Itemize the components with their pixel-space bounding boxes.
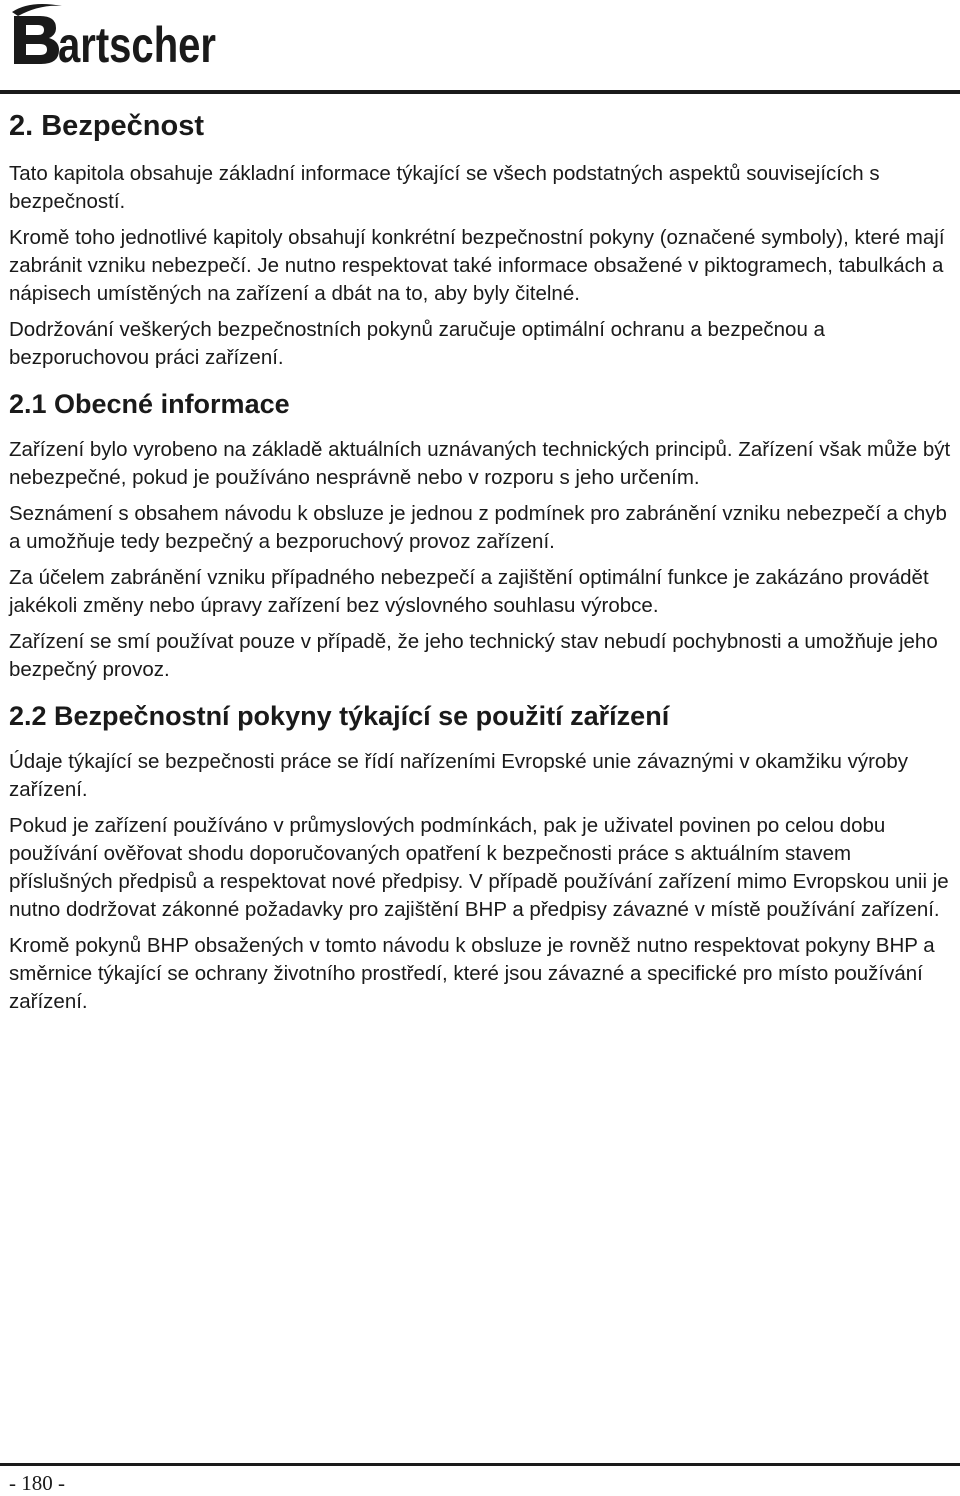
subsection-paragraph: Údaje týkající se bezpečnosti práce se řídí nařízeními Evropské unie závaznými v okamžiku výroby zařízení. bbox=[9, 750, 908, 801]
subsection-paragraph: Zařízení bylo vyrobeno na základě aktuálních uznávaných technických principů. Zařízení však může být nebezpečné, pokud je používáno nesprávně nebo v rozporu s jeho určením. bbox=[9, 438, 951, 489]
section-paragraph: Kromě toho jednotlivé kapitoly obsahují konkrétní bezpečnostní pokyny (označené symboly), které mají zabránit vzniku nebezpečí. Je nutno respektovat také informace obsažené v piktogramech, tabulkách a nápisech umístěných na zařízení a dbát na to, aby byly čitelné. bbox=[9, 226, 945, 305]
subsection-paragraph: Pokud je zařízení používáno v průmyslových podmínkách, pak je uživatel povinen po celou dobu používání ověřovat shodu doporučovaných opatření k bezpečnosti práce s aktuálním stavem příslušných předpisů a respektovat nové předpisy. V případě používání zařízení mimo Evropskou unii je nutno dodržovat zákonné požadavky pro zajištění BHP a předpisy závazné v místě používání zařízení. bbox=[9, 814, 949, 921]
header-rule bbox=[0, 90, 960, 94]
bartscher-logo bbox=[10, 2, 220, 73]
svg-text:artscher: artscher bbox=[58, 17, 216, 73]
footer-rule bbox=[0, 1463, 960, 1466]
page-number: - 180 - bbox=[9, 1471, 65, 1495]
subsection-title-safety: 2.2 Bezpečnostní pokyny týkající se použití zařízení bbox=[9, 701, 670, 731]
section-title: 2. Bezpečnost bbox=[9, 110, 204, 142]
section-paragraph: Dodržování veškerých bezpečnostních pokynů zaručuje optimální ochranu a bezpečnou a bezporuchovou práci zařízení. bbox=[9, 318, 825, 369]
subsection-paragraph: Kromě pokynů BHP obsažených v tomto návodu k obsluze je rovněž nutno respektovat pokyny BHP a směrnice týkající se ochrany životního prostředí, které jsou závazné a specifické pro místo používání zařízení. bbox=[9, 934, 935, 1013]
subsection-paragraph: Seznámení s obsahem návodu k obsluze je jednou z podmínek pro zabránění vzniku nebezpečí a chyb a umožňuje tedy bezpečný a bezporuchový provoz zařízení. bbox=[9, 502, 947, 553]
subsection-paragraph: Za účelem zabránění vzniku případného nebezpečí a zajištění optimální funkce je zakázáno provádět jakékoli změny nebo úpravy zařízení bez výslovného souhlasu výrobce. bbox=[9, 566, 929, 617]
subsection-title-general: 2.1 Obecné informace bbox=[9, 389, 290, 419]
document-body bbox=[9, 106, 954, 1024]
section-paragraph: Tato kapitola obsahuje základní informace týkající se všech podstatných aspektů souvisejících s bezpečností. bbox=[9, 162, 880, 213]
subsection-paragraph: Zařízení se smí používat pouze v případě, že jeho technický stav nebudí pochybnosti a umožňuje jeho bezpečný provoz. bbox=[9, 630, 938, 681]
